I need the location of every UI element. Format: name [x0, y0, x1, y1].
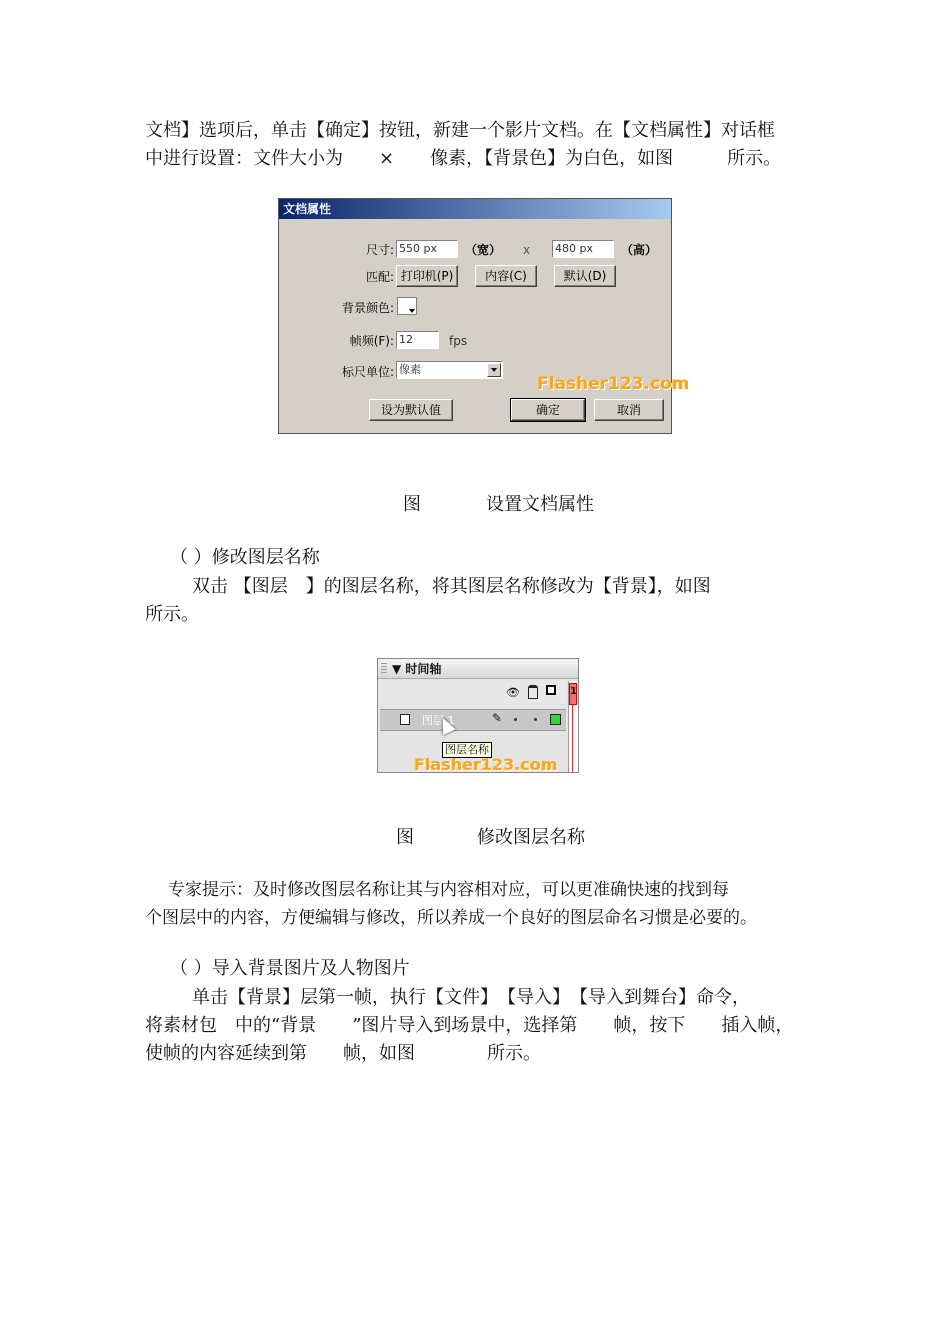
frame-rate-label: 帧频(F): — [349, 334, 394, 348]
outline-icon — [546, 685, 556, 695]
body-text-line: 双击 【图层 】的图层名称，将其图层名称修改为【背景】，如图 — [192, 576, 711, 597]
dropdown-arrow-icon — [487, 363, 501, 377]
printer-button: 打印机(P) — [396, 265, 458, 287]
frame-rate-field: 12 — [396, 331, 439, 349]
playhead-line — [572, 705, 573, 773]
figure-caption-number: 图 — [396, 827, 414, 848]
ok-button: 确定 — [511, 399, 585, 421]
document-properties-dialog-figure — [278, 198, 690, 434]
dropdown-arrow-icon — [409, 309, 415, 313]
watermark-logo: Flasher123.com — [537, 374, 690, 394]
body-text-line: 文档】选项后，单击【确定】按钮，新建一个影片文档。在【文档属性】对话框 — [145, 120, 775, 141]
ruler-units-select — [396, 361, 503, 379]
frame-number: 1 — [570, 686, 577, 697]
timeline-panel-figure — [377, 658, 579, 773]
timeline-header — [378, 659, 578, 679]
body-text-line: 单击【背景】层第一帧，执行【文件】 【导入】 【导入到舞台】命令， — [192, 987, 750, 1008]
figure-caption-number: 图 — [403, 494, 421, 515]
width-field: 550 px — [396, 240, 458, 258]
default-button: 默认(D) — [554, 265, 616, 287]
section-heading: （ ）导入背景图片及人物图片 — [170, 958, 410, 979]
background-color-label: 背景颜色: — [341, 301, 394, 315]
layer-icon-row — [378, 681, 566, 703]
figure-caption-text: 设置文档属性 — [486, 494, 594, 515]
height-field: 480 px — [552, 240, 614, 258]
size-label: 尺寸: — [365, 243, 394, 257]
fps-unit-label: fps — [449, 334, 468, 348]
lock-dot — [534, 718, 537, 721]
height-unit-label: （高） — [621, 243, 658, 257]
section-heading: （ ）修改图层名称 — [170, 547, 320, 568]
cancel-button: 取消 — [594, 399, 664, 421]
width-unit-label: （宽） — [465, 243, 502, 257]
expert-tip-line: 专家提示：及时修改图层名称让其与内容相对应，可以更准确快速的找到每 — [168, 880, 729, 900]
grip-icon — [381, 663, 387, 675]
ruler-units-value: 像素 — [399, 363, 421, 376]
background-color-swatch — [397, 297, 417, 315]
expert-tip-line: 个图层中的内容，方便编辑与修改，所以养成一个良好的图层命名习惯是必要的。 — [145, 908, 757, 928]
ruler-units-label: 标尺单位: — [341, 365, 394, 379]
layer-color-box — [550, 714, 561, 725]
body-text-line: 将素材包 中的“背景 ”图片导入到场景中，选择第 帧，按下 插入帧， — [145, 1015, 794, 1036]
times-sign: x — [523, 243, 531, 257]
match-label: 匹配: — [365, 270, 394, 284]
body-text-line: 使帧的内容延续到第 帧，如图 所示。 — [145, 1043, 541, 1064]
timeline-title: ▼ 时间轴 — [392, 662, 442, 676]
contents-button: 内容(C) — [475, 265, 537, 287]
lock-icon — [528, 685, 538, 699]
pencil-icon: ✎ — [492, 711, 503, 725]
figure-caption-text: 修改图层名称 — [477, 827, 585, 848]
visibility-dot — [514, 718, 517, 721]
layer-page-icon — [400, 714, 410, 725]
playhead — [569, 683, 577, 705]
watermark-logo: Flasher123.com — [414, 755, 558, 773]
make-default-button: 设为默认值 — [369, 399, 453, 421]
layer-name: 图层 1 — [422, 714, 455, 727]
eye-icon: 👁 — [506, 686, 520, 699]
body-text-line: 所示。 — [145, 604, 199, 625]
layer-row — [380, 709, 566, 731]
body-text-line: 中进行设置：文件大小为 × 像素，【背景色】为白色，如图 所示。 — [145, 148, 782, 169]
dialog-title: 文档属性 — [279, 199, 671, 219]
layer-name-tooltip: 图层名称 — [442, 742, 492, 758]
